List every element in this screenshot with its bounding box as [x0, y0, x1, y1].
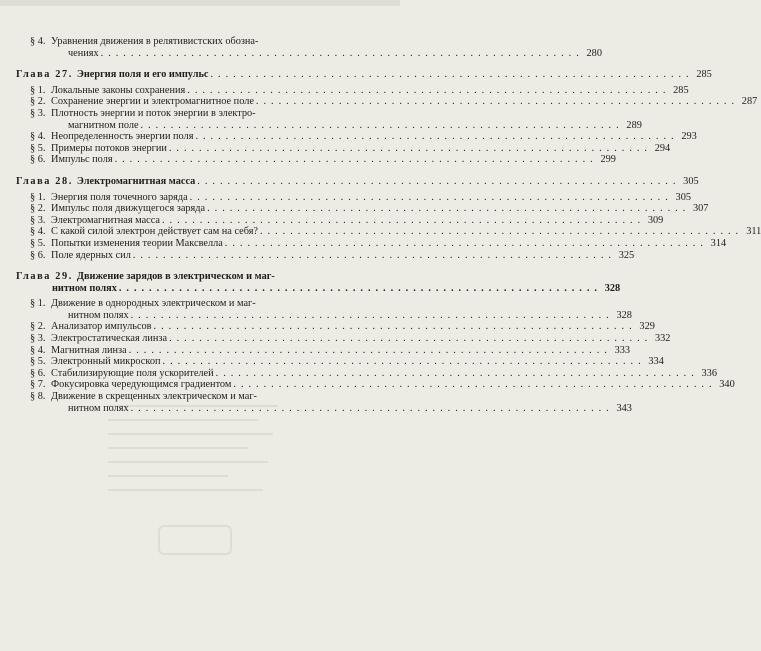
chapter-title: Электромагнитная масса	[76, 175, 196, 187]
leader-dots	[162, 215, 641, 227]
page-number: 285	[673, 84, 689, 96]
toc-section	[16, 154, 616, 166]
section-symbol: § 3.	[30, 333, 46, 345]
toc-section	[16, 191, 691, 204]
page-number: 289	[626, 119, 642, 131]
section-title: С какой силой электрон действует сам на себя?	[51, 226, 258, 238]
section-title: Примеры потоков энергии	[51, 142, 167, 154]
leader-dots	[133, 250, 612, 262]
section-symbol: § 2.	[30, 321, 46, 333]
table-of-contents	[16, 36, 761, 414]
toc-section-intro	[16, 36, 602, 59]
section-title: Электростатическая линза	[51, 333, 168, 345]
page-number: 294	[654, 142, 671, 154]
page-number: 329	[639, 321, 655, 333]
section-symbol: § 2.	[30, 96, 46, 108]
page-number: 287	[741, 96, 758, 108]
toc-chapter-27	[16, 68, 712, 81]
chapter-title-continuation: нитном полях	[52, 282, 117, 294]
page-number: 333	[614, 344, 631, 356]
leader-dots	[197, 176, 676, 188]
toc-chapter-28	[16, 175, 699, 188]
toc-section	[16, 356, 664, 368]
section-symbol: § 7.	[30, 379, 46, 391]
chapter-title: Энергия поля и его импульс	[76, 69, 209, 81]
page-number: 311	[746, 226, 761, 238]
leader-dots	[260, 226, 739, 238]
page-number: 325	[618, 249, 635, 261]
toc-section	[16, 237, 727, 250]
toc-section	[16, 344, 631, 357]
section-symbol: § 1.	[30, 191, 46, 203]
section-symbol: § 3.	[30, 214, 46, 226]
toc-section	[16, 367, 717, 380]
toc-section	[16, 142, 671, 155]
page-number: 299	[600, 154, 616, 166]
section-symbol: § 1.	[30, 298, 46, 310]
toc-section	[16, 84, 689, 97]
toc-section	[16, 321, 655, 333]
toc-section	[16, 131, 697, 143]
leader-dots	[141, 120, 620, 132]
leader-dots	[129, 345, 608, 357]
section-title: Локальные законы сохранения	[51, 84, 186, 96]
leader-dots	[195, 131, 674, 143]
toc-section	[16, 96, 758, 108]
leader-dots	[131, 403, 610, 415]
section-symbol: § 6.	[30, 154, 46, 166]
section-title: Магнитная линза	[51, 344, 127, 356]
section-symbol: § 8.	[30, 391, 46, 403]
chapter-number: Глава 28.	[16, 175, 73, 187]
page-number: 305	[683, 175, 699, 187]
section-title: Движение в однородных электрическом и маг-	[51, 298, 256, 310]
section-title-continuation: нитном полях	[68, 309, 129, 321]
page-number: 328	[604, 282, 621, 294]
section-symbol: § 1.	[30, 84, 46, 96]
leader-dots	[207, 203, 686, 215]
leader-dots	[119, 283, 598, 295]
section-title: Импульс поля	[51, 154, 113, 166]
leader-dots	[190, 192, 669, 204]
section-symbol: § 6.	[30, 249, 46, 261]
page-number: 309	[647, 214, 664, 226]
section-title: Неопределенность энергии поля	[51, 131, 194, 143]
section-title: Фокусировка чередующимся градиентом	[51, 379, 232, 391]
leader-dots	[211, 69, 690, 81]
page-number: 314	[710, 237, 727, 249]
chapter-number: Глава 29.	[16, 271, 73, 283]
page-number: 332	[654, 333, 671, 345]
leader-dots	[131, 310, 610, 322]
leader-dots	[225, 238, 704, 250]
page-number: 305	[675, 191, 691, 203]
leader-dots	[163, 356, 642, 368]
toc-section	[16, 333, 671, 345]
page-number: 336	[701, 367, 717, 379]
leader-dots	[256, 96, 735, 108]
toc-section	[16, 298, 632, 321]
section-symbol: § 4.	[30, 344, 46, 356]
leader-dots	[216, 368, 695, 380]
section-title-continuation: чениях	[68, 47, 99, 59]
toc-section	[16, 379, 735, 391]
section-symbol: § 5.	[30, 142, 46, 154]
toc-section	[16, 214, 664, 227]
section-title-continuation: магнитном поле	[68, 119, 139, 131]
section-title: Энергия поля точечного заряда	[51, 191, 188, 203]
section-title: Электронный микроскоп	[51, 356, 161, 368]
section-symbol: § 4.	[30, 36, 46, 47]
section-title: Попытки изменения теории Максвелла	[51, 237, 223, 249]
section-symbol: § 5.	[30, 356, 46, 368]
section-title-continuation: нитном полях	[68, 402, 129, 414]
page-number: 293	[681, 131, 697, 143]
section-title: Плотность энергии и поток энергии в электро-	[51, 107, 256, 119]
toc-section	[16, 249, 635, 262]
section-title: Поле ядерных сил	[51, 249, 131, 261]
leader-dots	[169, 333, 648, 345]
page-number: 285	[696, 69, 712, 81]
section-symbol: § 4.	[30, 131, 46, 143]
leader-dots	[169, 143, 648, 155]
leader-dots	[101, 48, 580, 60]
page-number: 280	[586, 47, 602, 59]
toc-section	[16, 391, 632, 414]
section-symbol: § 2.	[30, 203, 46, 215]
section-symbol: § 3.	[30, 107, 46, 119]
chapter-number: Глава 27.	[16, 69, 73, 81]
page-number: 334	[648, 356, 664, 368]
section-title: Импульс поля движущегося заряда	[51, 203, 206, 215]
section-symbol: § 4.	[30, 226, 46, 238]
section-title: Движение в скрещенных электрическом и маг-	[51, 391, 257, 403]
page-number: 340	[719, 379, 735, 391]
section-title: Электромагнитная масса	[51, 214, 160, 226]
section-title: Уравнения движения в релятивистских обозна-	[51, 36, 259, 47]
toc-chapter-29	[16, 270, 621, 294]
toc-section	[16, 226, 761, 238]
section-title: Анализатор импульсов	[51, 321, 152, 333]
page-edge-shadow	[0, 0, 400, 6]
section-title: Стабилизирующие поля ускорителей	[51, 367, 214, 379]
chapter-title: Движение зарядов в электрическом и маг-	[76, 271, 275, 283]
leader-dots	[233, 379, 712, 391]
leader-dots	[115, 154, 594, 166]
toc-section	[16, 107, 642, 131]
bleed-through-shadow	[108, 395, 278, 565]
section-symbol: § 5.	[30, 237, 46, 249]
leader-dots	[187, 85, 666, 97]
section-title: Сохранение энергии и электромагнитное поле	[51, 96, 254, 108]
page-number: 307	[692, 203, 709, 215]
section-symbol: § 6.	[30, 367, 46, 379]
page-number: 328	[616, 309, 632, 321]
leader-dots	[154, 321, 633, 333]
toc-section	[16, 203, 709, 215]
page-number: 343	[616, 402, 632, 414]
